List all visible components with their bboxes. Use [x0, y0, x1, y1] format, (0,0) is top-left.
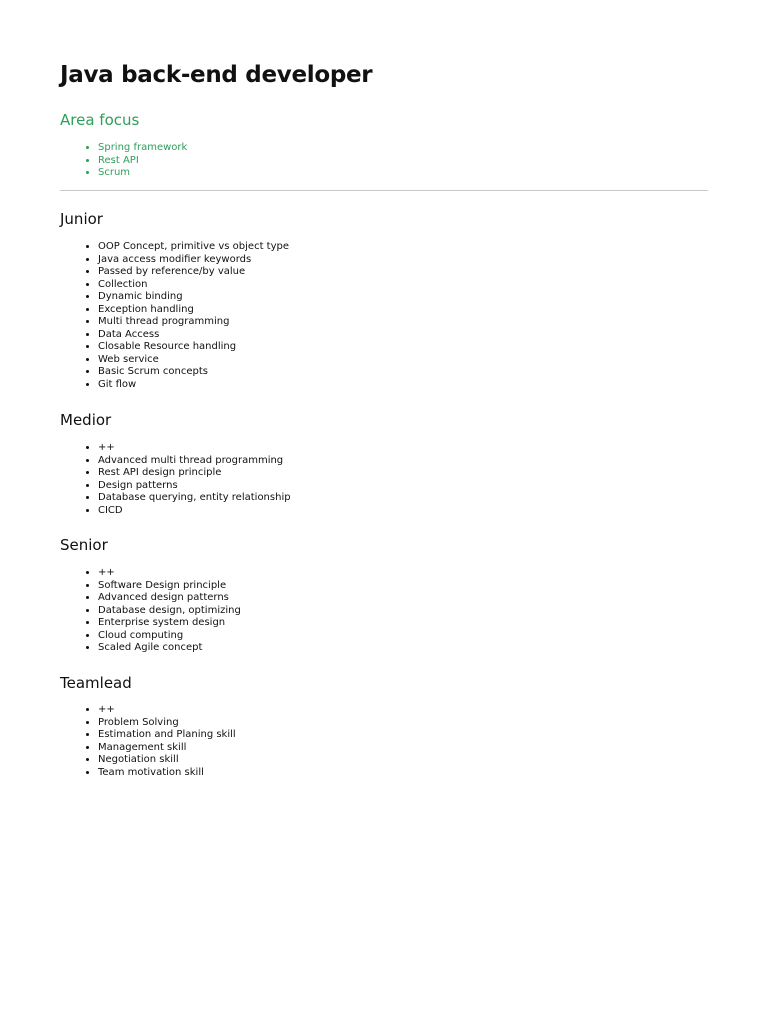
- area-focus-heading: Area focus: [60, 111, 140, 129]
- list-item: • Team motivation skill: [98, 767, 236, 780]
- list-item: • Design patterns: [98, 480, 291, 493]
- list-item: • Passed by reference/by value: [98, 266, 289, 279]
- list-item: • Advanced design patterns: [98, 592, 241, 605]
- teamlead-heading: Teamlead: [60, 674, 132, 692]
- teamlead-skill-list: [60, 704, 236, 779]
- junior-skill-list: [60, 241, 289, 391]
- list-item: • Rest API design principle: [98, 467, 291, 480]
- list-item: • Cloud computing: [98, 630, 241, 643]
- list-item: • Problem Solving: [98, 717, 236, 730]
- list-item: • Estimation and Planing skill: [98, 729, 236, 742]
- list-item: • ++: [98, 704, 236, 717]
- list-item: • Enterprise system design: [98, 617, 241, 630]
- list-item: • Management skill: [98, 742, 236, 755]
- list-item: • Closable Resource handling: [98, 341, 289, 354]
- list-item: • Basic Scrum concepts: [98, 366, 289, 379]
- list-item: • Dynamic binding: [98, 291, 289, 304]
- page-title: Java back-end developer: [60, 62, 373, 88]
- list-item: • Scaled Agile concept: [98, 642, 241, 655]
- list-item: • Git flow: [98, 379, 289, 392]
- list-item: • OOP Concept, primitive vs object type: [98, 241, 289, 254]
- senior-heading: Senior: [60, 536, 108, 554]
- medior-heading: Medior: [60, 411, 112, 429]
- area-focus-item: • Spring framework: [98, 142, 187, 155]
- area-focus-list: [60, 142, 187, 180]
- list-item: • CICD: [98, 505, 291, 518]
- list-item: • Software Design principle: [98, 580, 241, 593]
- list-item: • ++: [98, 567, 241, 580]
- junior-heading: Junior: [60, 210, 103, 228]
- list-item: • Database design, optimizing: [98, 605, 241, 618]
- list-item: • Negotiation skill: [98, 754, 236, 767]
- list-item: • Database querying, entity relationship: [98, 492, 291, 505]
- list-item: • Advanced multi thread programming: [98, 455, 291, 468]
- list-item: • Exception handling: [98, 304, 289, 317]
- area-focus-item: • Scrum: [98, 167, 187, 180]
- list-item: • ++: [98, 442, 291, 455]
- medior-skill-list: [60, 442, 291, 517]
- list-item: • Web service: [98, 354, 289, 367]
- list-item: • Java access modifier keywords: [98, 254, 289, 267]
- section-divider: [60, 190, 708, 191]
- list-item: • Collection: [98, 279, 289, 292]
- list-item: • Multi thread programming: [98, 316, 289, 329]
- senior-skill-list: [60, 567, 241, 655]
- list-item: • Data Access: [98, 329, 289, 342]
- area-focus-item: • Rest API: [98, 155, 187, 168]
